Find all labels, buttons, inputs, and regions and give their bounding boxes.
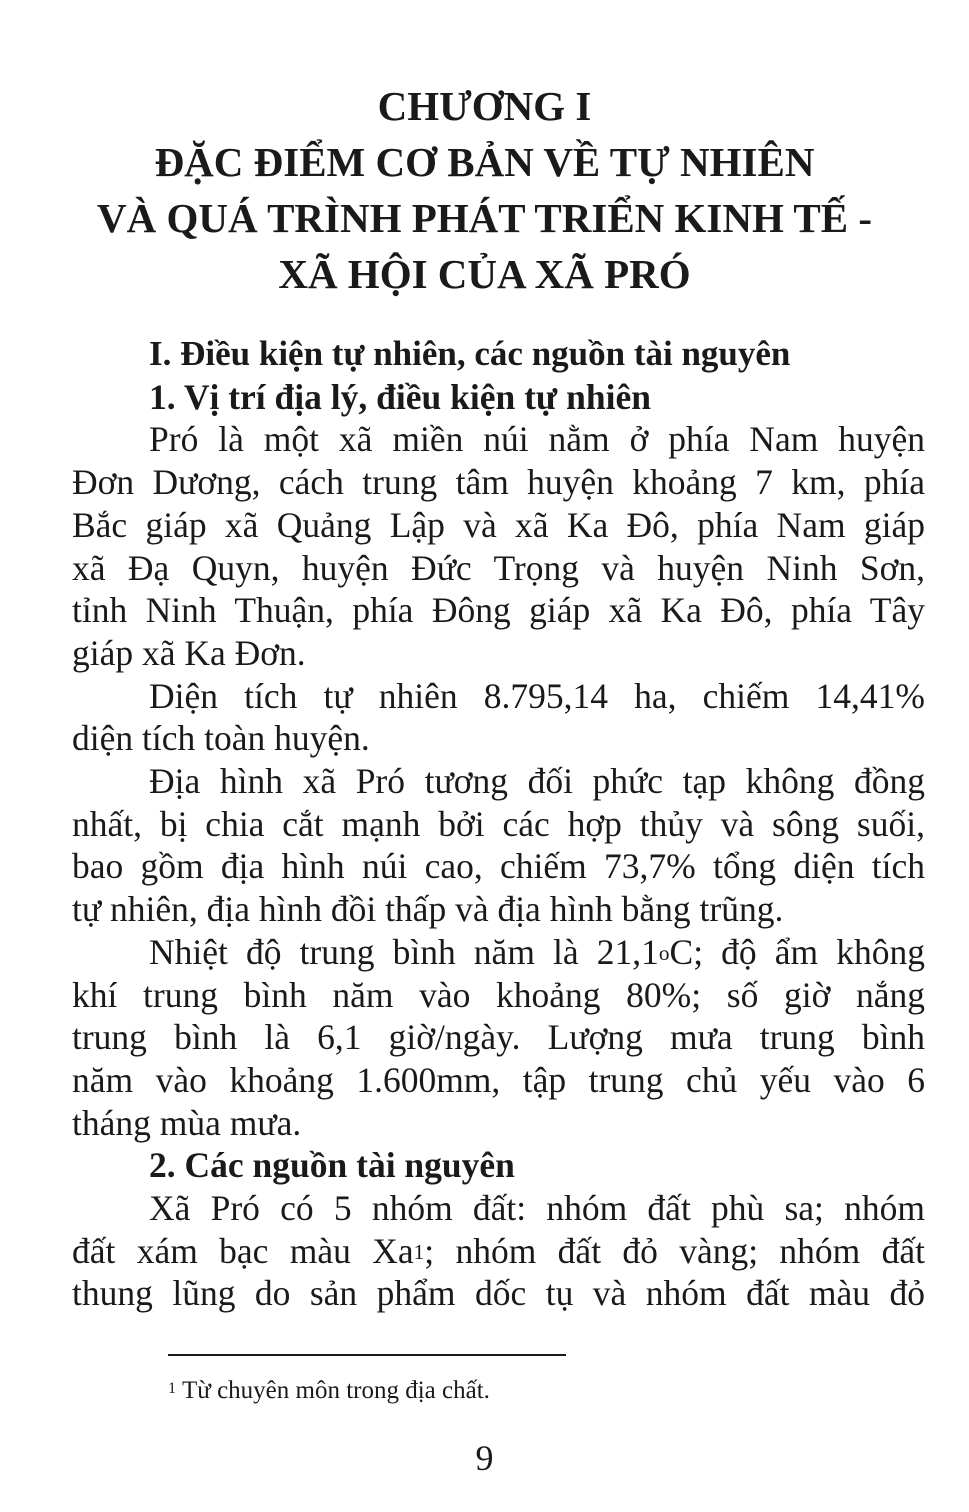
paragraph-climate bbox=[72, 931, 925, 1145]
text-line: Bắc giáp xã Quảng Lập và xã Ka Đô, phía Nam giáp bbox=[72, 504, 925, 545]
chapter-title-line-2: VÀ QUÁ TRÌNH PHÁT TRIỂN KINH TẾ - bbox=[97, 195, 872, 241]
chapter-title-line-1: ĐẶC ĐIỂM CƠ BẢN VỀ TỰ NHIÊN bbox=[154, 139, 815, 185]
paragraph-soil bbox=[72, 1187, 925, 1315]
text-line: xã Đạ Quyn, huyện Đức Trọng và huyện Ninh Sơn, bbox=[72, 547, 925, 588]
text-line: trung bình là 6,1 giờ/ngày. Lượng mưa trung bình bbox=[72, 1017, 925, 1058]
footnote-reference[interactable]: 1 bbox=[413, 1239, 425, 1264]
chapter-title-line-3: XÃ HỘI CỦA XÃ PRÓ bbox=[278, 251, 691, 297]
chapter-heading bbox=[0, 78, 969, 302]
paragraph-location bbox=[72, 418, 925, 674]
text-line: giáp xã Ka Đơn. bbox=[72, 632, 306, 673]
degree-superscript: o bbox=[658, 940, 670, 965]
text-line: năm vào khoảng 1.600mm, tập trung chủ yếu vào 6 bbox=[72, 1059, 925, 1100]
subsection-heading-2: 2. Các nguồn tài nguyên bbox=[149, 1145, 515, 1186]
footnote-mark: 1 bbox=[168, 1380, 176, 1397]
subsection-heading-1: 1. Vị trí địa lý, điều kiện tự nhiên bbox=[149, 376, 651, 417]
text-line: Diện tích tự nhiên 8.795,14 ha, chiếm 14,41% bbox=[149, 675, 925, 716]
paragraph-terrain bbox=[72, 760, 925, 931]
footnote-divider bbox=[168, 1354, 566, 1356]
text-line: tự nhiên, địa hình đồi thấp và địa hình bằng trũng. bbox=[72, 889, 784, 930]
page-body bbox=[72, 333, 925, 1315]
text-line: Đơn Dương, cách trung tâm huyện khoảng 7 km, phía bbox=[72, 462, 925, 503]
chapter-number: CHƯƠNG I bbox=[377, 83, 592, 129]
paragraph-area bbox=[72, 675, 925, 760]
text-line: thung lũng do sản phẩm dốc tụ và nhóm đất màu đỏ bbox=[72, 1273, 925, 1314]
text-line: diện tích toàn huyện. bbox=[72, 718, 370, 759]
footnote-text: Từ chuyên môn trong địa chất. bbox=[182, 1377, 490, 1404]
text-line: Pró là một xã miền núi nằm ở phía Nam huyện bbox=[149, 419, 925, 460]
section-heading: I. Điều kiện tự nhiên, các nguồn tài nguyên bbox=[149, 334, 791, 373]
text-line: khí trung bình năm vào khoảng 80%; số giờ nắng bbox=[72, 974, 925, 1015]
text-line: bao gồm địa hình núi cao, chiếm 73,7% tổng diện tích bbox=[72, 846, 925, 887]
text-fragment: Nhiệt độ trung bình năm là 21,1 bbox=[149, 931, 659, 972]
footnote bbox=[168, 1376, 490, 1406]
text-line: nhất, bị chia cắt mạnh bởi các hợp thủy và sông suối, bbox=[72, 803, 925, 844]
page-number: 9 bbox=[475, 1438, 494, 1478]
text-line bbox=[72, 931, 925, 974]
text-fragment: đất xám bạc màu Xa bbox=[72, 1230, 414, 1271]
text-fragment: C; độ ẩm không bbox=[669, 931, 925, 972]
text-line: tỉnh Ninh Thuận, phía Đông giáp xã Ka Đô, phía Tây bbox=[72, 590, 925, 631]
text-fragment: ; nhóm đất đỏ vàng; nhóm đất bbox=[424, 1230, 926, 1271]
text-line: Xã Pró có 5 nhóm đất: nhóm đất phù sa; nhóm bbox=[149, 1188, 925, 1229]
text-line bbox=[72, 1230, 925, 1273]
text-line: Địa hình xã Pró tương đối phức tạp không đồng bbox=[149, 761, 925, 802]
text-line: tháng mùa mưa. bbox=[72, 1102, 302, 1143]
